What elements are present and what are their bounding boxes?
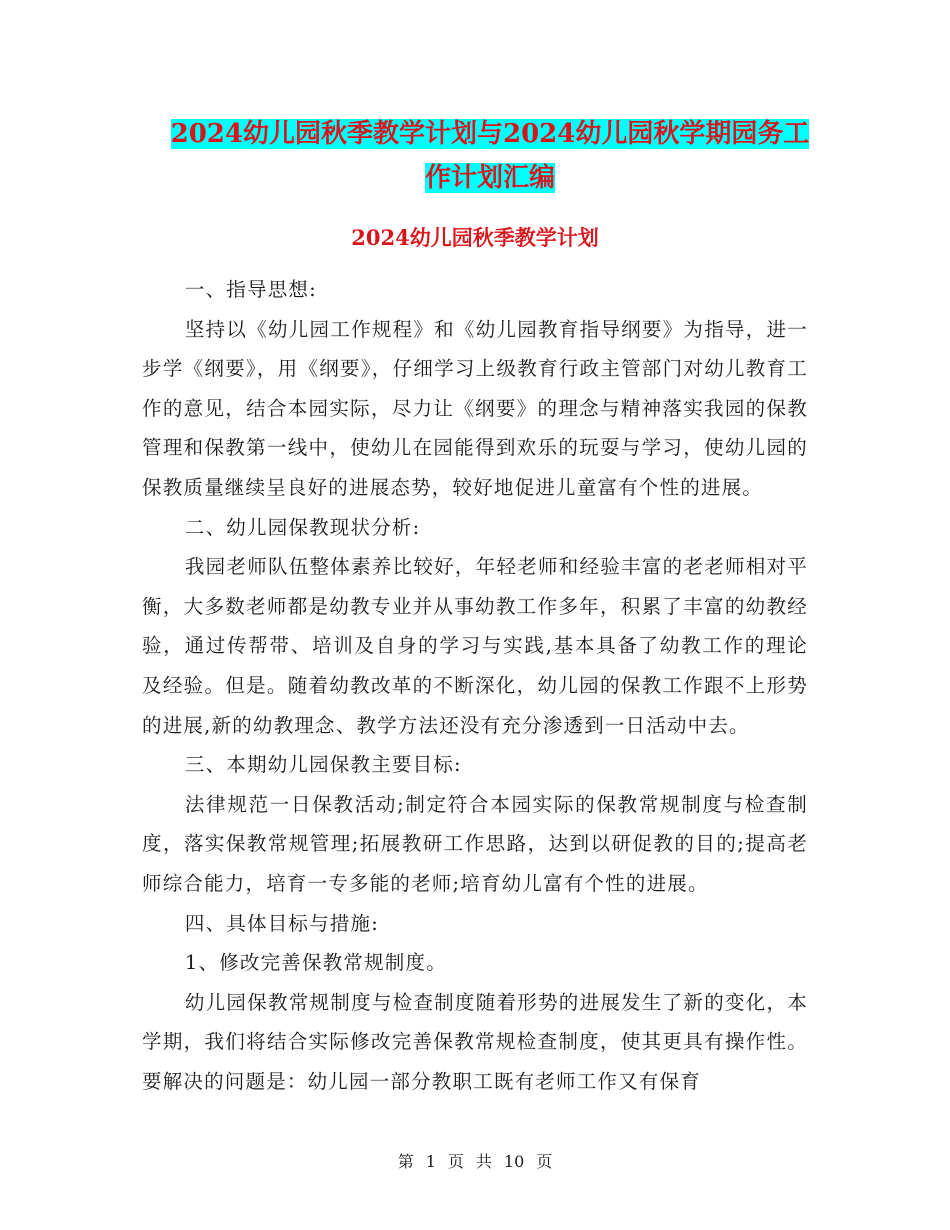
footer-total-pages: 10 bbox=[503, 1152, 525, 1171]
footer-total-unit: 页 bbox=[536, 1152, 553, 1171]
heading-guiding-ideology: 一、指导思想: bbox=[184, 278, 317, 301]
paragraph-status-analysis: 我园老师队伍整体素养比较好，年轻老师和经验丰富的老老师相对平衡，大多数老师都是幼教专业并从事幼教工作多年，积累了丰富的幼教经验，通过传帮带、培训及自身的学习与实践,基本具备了幼教工作的理论及经验。但是。随着幼教改革的不断深化，幼儿园的保教工作跟不上形势的进展,新的幼教理念、教学方法还没有充分渗透到一日活动中去。 bbox=[142, 555, 808, 737]
footer-total-prefix: 共 bbox=[475, 1152, 492, 1171]
heading-goals-measures: 四、具体目标与措施: bbox=[184, 911, 379, 935]
paragraph-guiding-ideology: 坚持以《幼儿园工作规程》和《幼儿园教育指导纲要》为指导，进一步学《纲要》，用《纲要》，仔细学习上级教育行政主管部门对幼儿教育工作的意见，结合本园实际，尽力让《纲要》的理念与精神落实我园的保教管理和保教第一线中，使幼儿在园能得到欢乐的玩耍与学习，使幼儿园的保教质量继续呈良好的进展态势，较好地促进儿童富有个性的进展。 bbox=[142, 317, 808, 499]
heading-main-goals: 三、本期幼儿园保教主要目标: bbox=[184, 753, 462, 777]
page-footer bbox=[0, 1150, 950, 1174]
document-title-line-2: 作计划汇编 bbox=[424, 163, 555, 193]
footer-page-number: 1 bbox=[425, 1152, 436, 1171]
paragraph-revise-system: 幼儿园保教常规制度与检查制度随着形势的进展发生了新的变化，本学期，我们将结合实际修改完善保教常规检查制度，使其更具有操作性。要解决的问题是：幼儿园一部分教职工既有老师工作又有保育 bbox=[142, 990, 808, 1093]
document-body bbox=[142, 270, 808, 1101]
section-title: 2024幼儿园秋季教学计划 bbox=[351, 225, 599, 250]
footer-page-unit: 页 bbox=[447, 1152, 464, 1171]
document-title bbox=[140, 112, 840, 200]
document-title-line-1: 2024幼儿园秋季教学计划与2024幼儿园秋学期园务工 bbox=[170, 119, 810, 149]
footer-prefix: 第 bbox=[397, 1152, 414, 1171]
subheading-revise-system: 1、修改完善保教常规制度。 bbox=[184, 951, 447, 975]
paragraph-main-goals: 法律规范一日保教活动;制定符合本园实际的保教常规制度与检查制度，落实保教常规管理;拓展教研工作思路，达到以研促教的目的;提高老师综合能力，培育一专多能的老师;培育幼儿富有个性的进展。 bbox=[142, 792, 808, 895]
heading-status-analysis: 二、幼儿园保教现状分析: bbox=[184, 515, 421, 539]
